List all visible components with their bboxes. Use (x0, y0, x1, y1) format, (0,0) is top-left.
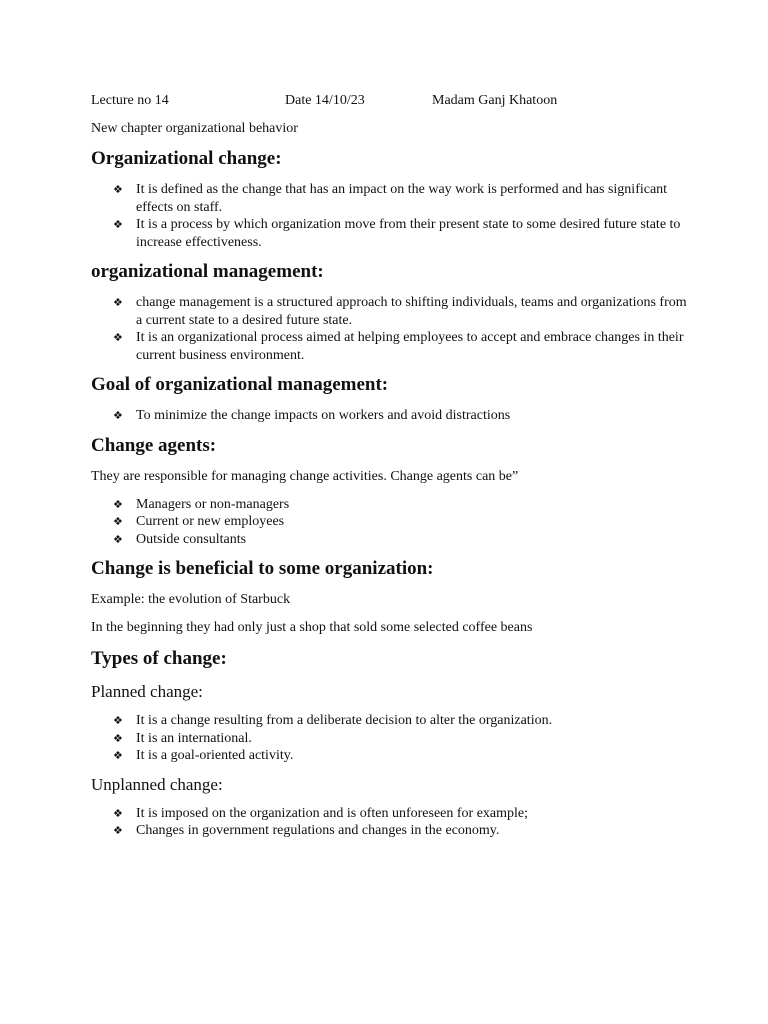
diamond-bullet-icon: ❖ (113, 331, 123, 344)
list-item: ❖ Changes in government regulations and changes in the economy. (113, 823, 500, 838)
diamond-bullet-icon: ❖ (113, 497, 123, 511)
bullet-list-goal (91, 407, 688, 425)
bullet-list-org-change (91, 181, 688, 251)
lecture-number: Lecture no 14 (91, 93, 169, 108)
list-item: ❖ Outside consultants (113, 531, 247, 547)
heading-goal: Goal of organizational management: (91, 374, 389, 395)
list-item: ❖ It is a change resulting from a deliberate decision to alter the organization. (113, 713, 553, 728)
lecture-header (91, 92, 688, 110)
heading-types-of-change: Types of change: (91, 648, 227, 669)
diamond-bullet-icon: ❖ (113, 183, 123, 196)
heading-organizational-change: Organizational change: (91, 148, 282, 169)
list-item: ❖ Managers or non-managers (113, 496, 290, 512)
diamond-bullet-icon: ❖ (113, 409, 123, 422)
diamond-bullet-icon: ❖ (113, 515, 123, 528)
heading-change-agents: Change agents: (91, 434, 217, 456)
lecture-date: Date 14/10/23 (285, 93, 365, 108)
intro-text: New chapter organizational behavior (91, 121, 298, 136)
diamond-bullet-icon: ❖ (113, 532, 123, 546)
list-item: ❖ It is a process by which organization move from their present state to some desired future state to increase effectiveness. (113, 217, 681, 250)
list-item: ❖ Current or new employees (113, 514, 285, 529)
subheading-unplanned-change: Unplanned change: (91, 774, 223, 794)
example-text: Example: the evolution of Starbuck (91, 592, 291, 607)
starbucks-text: In the beginning they had only just a shop that sold some selected coffee beans (91, 620, 533, 635)
subheading-planned-change: Planned change: (91, 682, 203, 701)
diamond-bullet-icon: ❖ (113, 806, 123, 820)
list-item: ❖ It is defined as the change that has an impact on the way work is performed and has significant effects on staff. (113, 182, 668, 215)
heading-change-beneficial: Change is beneficial to some organization: (91, 558, 434, 579)
bullet-list-unplanned-change (91, 805, 688, 840)
list-item: ❖ It is a goal-oriented activity. (113, 748, 294, 763)
teacher-name: Madam Ganj Khatoon (432, 93, 558, 108)
diamond-bullet-icon: ❖ (113, 218, 123, 231)
bullet-list-org-management (91, 294, 688, 364)
list-item: ❖ It is an international. (113, 730, 252, 746)
bullet-list-planned-change (91, 712, 688, 765)
bullet-list-change-agents (91, 496, 688, 549)
diamond-bullet-icon: ❖ (113, 731, 123, 745)
diamond-bullet-icon: ❖ (113, 714, 123, 727)
list-item: ❖ change management is a structured approach to shifting individuals, teams and organizations from a current state to a desired future state. (113, 295, 687, 328)
heading-organizational-management: organizational management: (91, 261, 324, 282)
diamond-bullet-icon: ❖ (113, 749, 123, 762)
diamond-bullet-icon: ❖ (113, 296, 123, 309)
list-item: ❖ It is an organizational process aimed at helping employees to accept and embrace changes in their current business environment. (113, 330, 684, 363)
change-agents-text: They are responsible for managing change activities. Change agents can be” (91, 468, 519, 484)
list-item: ❖ To minimize the change impacts on workers and avoid distractions (113, 408, 511, 423)
list-item: ❖ It is imposed on the organization and is often unforeseen for example; (113, 805, 529, 821)
diamond-bullet-icon: ❖ (113, 824, 123, 837)
